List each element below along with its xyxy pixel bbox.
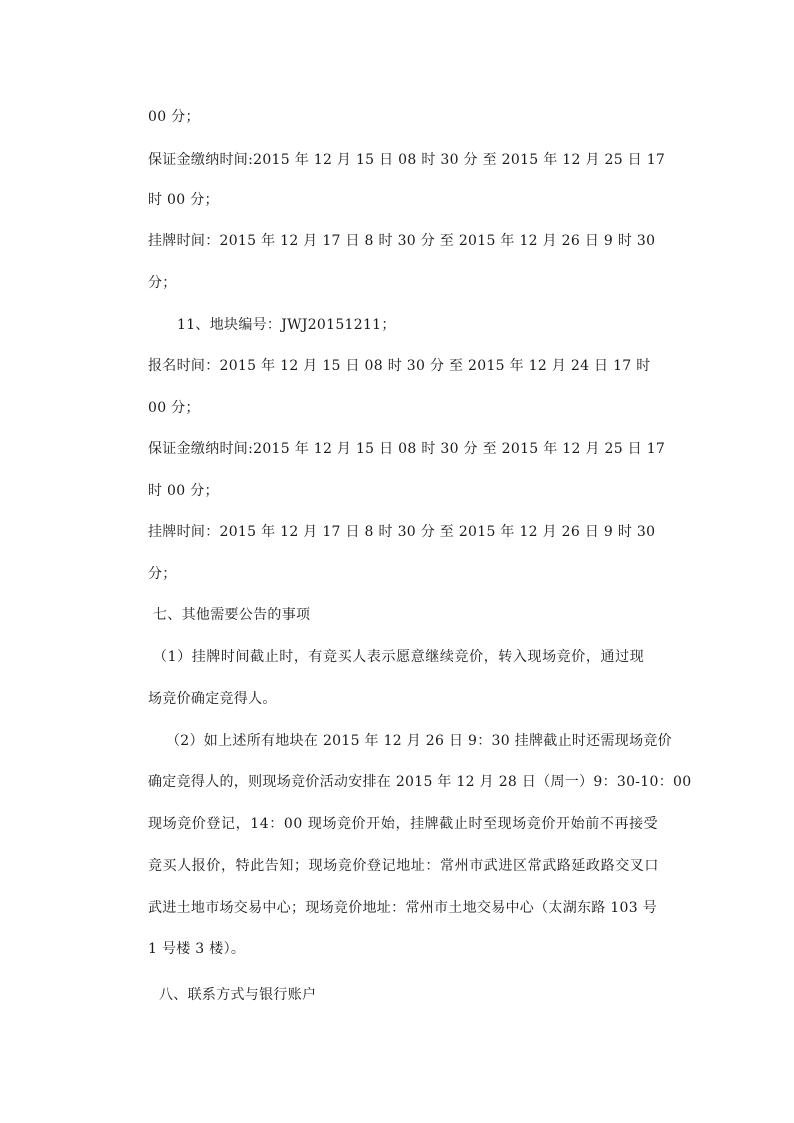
text-line: 时 00 分；: [148, 483, 219, 499]
text-line: 00 分；: [148, 109, 200, 125]
text-line: 挂牌时间：2015 年 12 月 17 日 8 时 30 分 至 2015 年 12 月 26 日 9 时 30: [148, 524, 656, 540]
text-line: 分；: [148, 566, 177, 582]
text-line: 保证金缴纳时间:2015 年 12 月 15 日 08 时 30 分 至 2015 年 12 月 25 日 17: [148, 441, 666, 457]
paragraph-line: （1）挂牌时间截止时，有竞买人表示愿意继续竞价，转入现场竞价，通过现: [153, 649, 645, 665]
text-line: 00 分；: [148, 400, 200, 416]
text-line: 分；: [148, 275, 177, 291]
paragraph-line: 确定竞得人的，则现场竞价活动安排在 2015 年 12 月 28 日（周一）9：30-10：00: [148, 774, 692, 790]
section-heading: 八、联系方式与银行账户: [159, 987, 317, 1003]
section-item-heading: 11、地块编号：JWJ20151211；: [177, 317, 396, 333]
text-line: 保证金缴纳时间:2015 年 12 月 15 日 08 时 30 分 至 2015 年 12 月 25 日 17: [148, 152, 666, 168]
paragraph-line: （2）如上述所有地块在 2015 年 12 月 26 日 9：30 挂牌截止时还需现场竞价: [166, 733, 672, 749]
paragraph-line: 武进土地市场交易中心；现场竞价地址：常州市土地交易中心（太湖东路 103 号: [148, 900, 658, 916]
text-line: 报名时间：2015 年 12 月 15 日 08 时 30 分 至 2015 年 12 月 24 日 17 时: [148, 358, 651, 374]
section-heading: 七、其他需要公告的事项: [153, 607, 311, 623]
paragraph-line: 竞买人报价，特此告知；现场竞价登记地址：常州市武进区常武路延政路交叉口: [148, 858, 659, 874]
paragraph-line: 现场竞价登记，14：00 现场竞价开始，挂牌截止时至现场竞价开始前不再接受: [148, 816, 659, 832]
paragraph-line: 1 号楼 3 楼）。: [148, 941, 246, 957]
paragraph-line: 场竞价确定竞得人。: [148, 691, 277, 707]
text-line: 挂牌时间：2015 年 12 月 17 日 8 时 30 分 至 2015 年 12 月 26 日 9 时 30: [148, 233, 656, 249]
text-line: 时 00 分；: [148, 192, 219, 208]
